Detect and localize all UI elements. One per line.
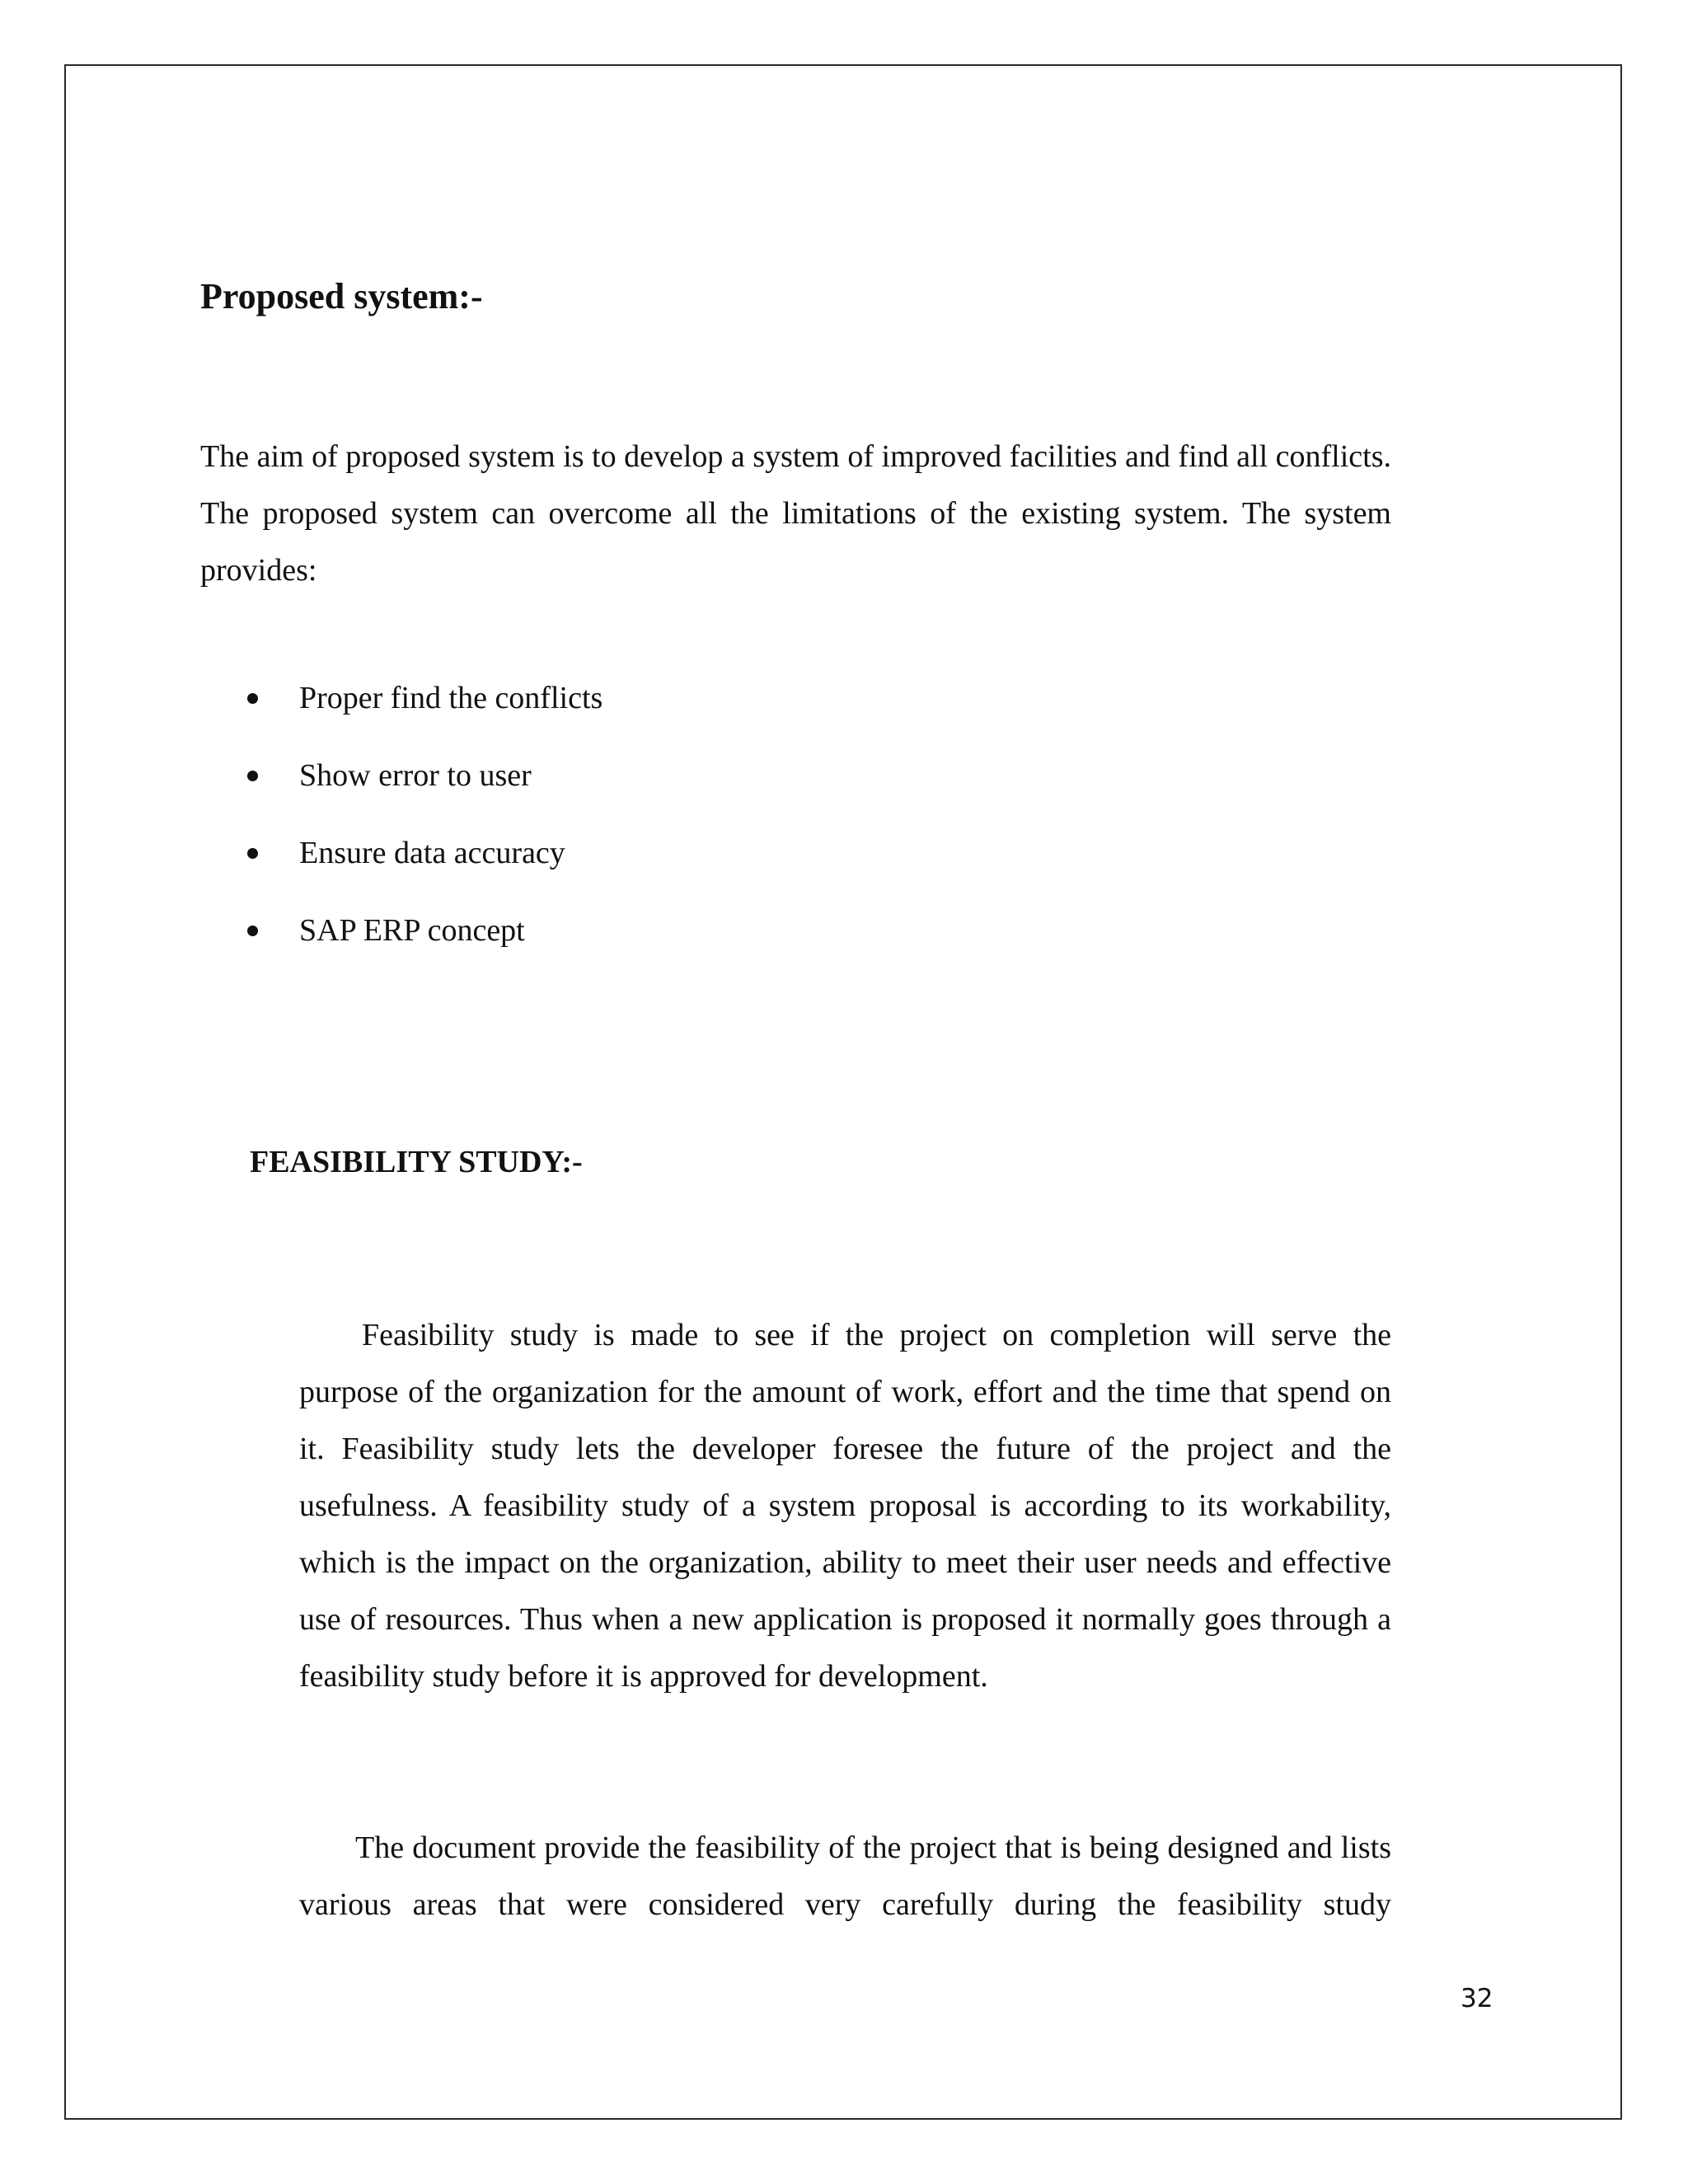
feasibility-study-heading: FEASIBILITY STUDY:- <box>250 1145 583 1179</box>
list-item-text: Proper find the conflicts <box>299 681 603 715</box>
feasibility-paragraph-2: The document provide the feasibility of the project that is being designed and lists various areas that were considered very carefully during the feasibility study <box>299 1830 1391 1922</box>
page-number: 32 <box>1461 1984 1493 2013</box>
feasibility-paragraph-1: Feasibility study is made to see if the project on completion will serve the purpose of the organization for the amount of work, effort and the time that spend on it. Feasibility study lets the developer foresee the future of the project and the usefulness. A feasibility study of a system proposal is according to its workability, which is the impact on the organization, ability to meet their user needs and effective use of resources. Thus when a new application is proposed it normally goes through a feasibility study before it is approved for development. <box>299 1318 1391 1694</box>
bullet-icon <box>247 771 258 781</box>
bullet-icon <box>247 693 258 704</box>
proposed-system-heading: Proposed system:- <box>200 276 483 316</box>
list-item-text: Show error to user <box>299 758 532 793</box>
list-item-text: Ensure data accuracy <box>299 836 565 870</box>
list-item-text: SAP ERP concept <box>299 913 525 948</box>
page-border <box>64 64 1622 2120</box>
bullet-icon <box>247 848 258 859</box>
bullet-icon <box>247 926 258 936</box>
proposed-system-intro: The aim of proposed system is to develop a system of improved facilities and find all conflicts. The proposed system can overcome all the limitations of the existing system. The system provides: <box>200 439 1391 588</box>
